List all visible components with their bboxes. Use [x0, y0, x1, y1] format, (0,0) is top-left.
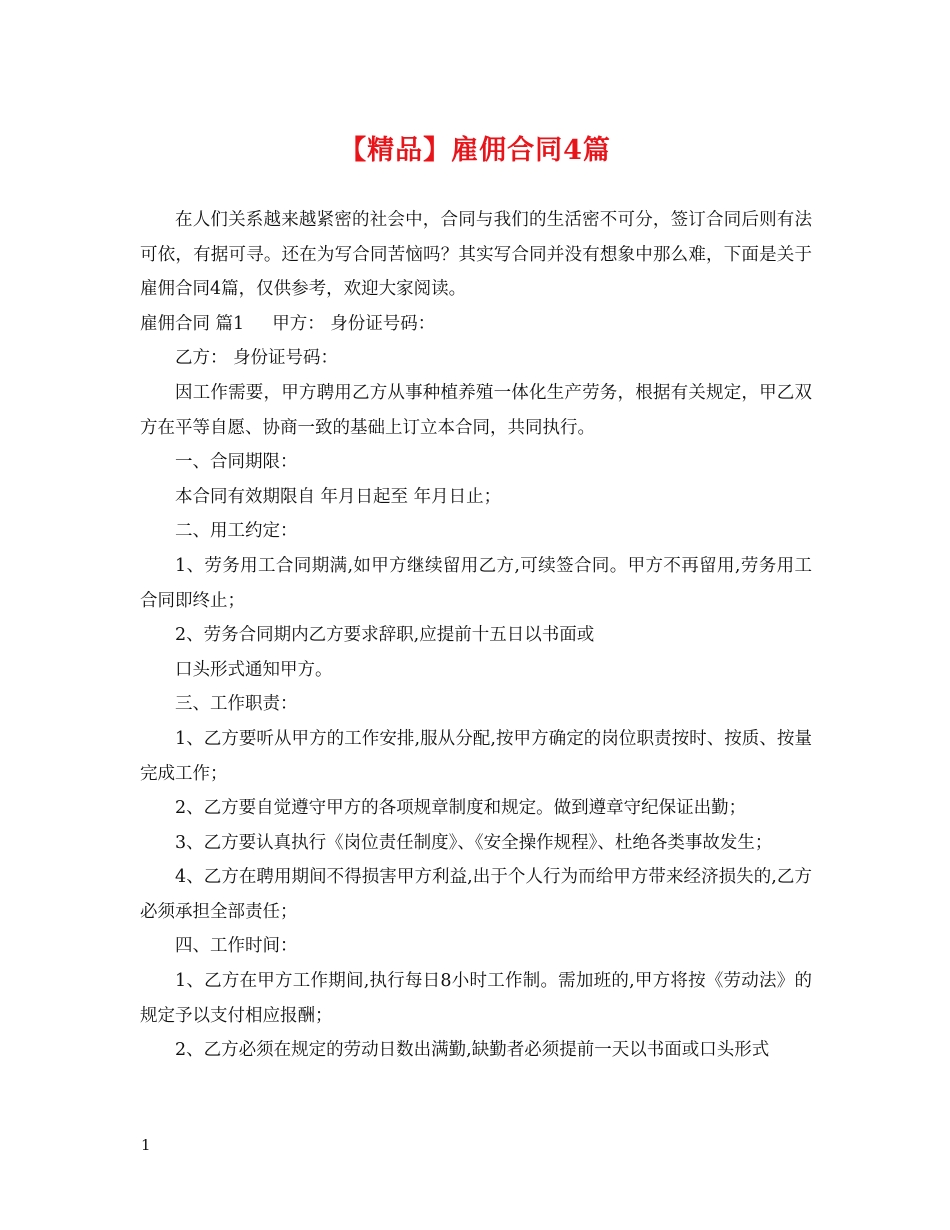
section-heading: 四、工作时间：: [175, 936, 298, 957]
paragraph: 2、乙方必须在规定的劳动日数出满勤,缺勤者必须提前一天以书面或口头形式: [175, 1040, 770, 1061]
paragraph: 2、劳务合同期内乙方要求辞职,应提前十五日以书面或: [175, 625, 595, 646]
document-body: [140, 203, 812, 1068]
paragraph: 本合同有效期限自 年月日起至 年月日止；: [175, 486, 502, 507]
section-heading: 一、合同期限：: [175, 452, 298, 473]
party-a-line: 甲方： 身份证号码：: [272, 313, 436, 334]
intro-paragraph: 在人们关系越来越紧密的社会中，合同与我们的生活密不可分，签订合同后则有法可依，有据可寻。还在为写合同苦恼吗？其实写合同并没有想象中那么难，下面是关于雇佣合同4篇，仅供参考，欢迎大家阅读。: [140, 210, 812, 300]
document-title: 【精品】雇佣合同4篇: [339, 135, 611, 166]
paragraph: 1、乙方要听从甲方的工作安排,服从分配,按甲方确定的岗位职责按时、按质、按量完成工作；: [140, 728, 812, 784]
paragraph: 口头形式通知甲方。: [175, 659, 333, 680]
paragraph: 1、乙方在甲方工作期间,执行每日8小时工作制。需加班的,甲方将按《劳动法》的规定予以支付相应报酬；: [140, 971, 812, 1026]
paragraph: 1、劳务用工合同期满,如甲方继续留用乙方,可续签合同。甲方不再留用,劳务用工合同即终止；: [140, 555, 812, 611]
section-heading: 三、工作职责：: [175, 694, 298, 715]
paragraph: 因工作需要，甲方聘用乙方从事种植养殖一体化生产劳务，根据有关规定，甲乙双方在平等自愿、协商一致的基础上订立本合同，共同执行。: [140, 382, 812, 438]
paragraph: 2、乙方要自觉遵守甲方的各项规章制度和规定。做到遵章守纪保证出勤；: [175, 798, 747, 819]
page-number: 1: [141, 1136, 151, 1154]
contract-heading-line: [140, 307, 812, 342]
paragraph: 3、乙方要认真执行《岗位责任制度》、《安全操作规程》、杜绝各类事故发生；: [175, 832, 773, 853]
section-heading: 二、用工约定：: [175, 521, 298, 542]
party-b-line: 乙方： 身份证号码：: [175, 348, 339, 369]
contract-heading: 雇佣合同 篇1: [140, 313, 245, 334]
paragraph: 4、乙方在聘用期间不得损害甲方利益,出于个人行为而给甲方带来经济损失的,乙方必须承担全部责任；: [140, 867, 812, 922]
